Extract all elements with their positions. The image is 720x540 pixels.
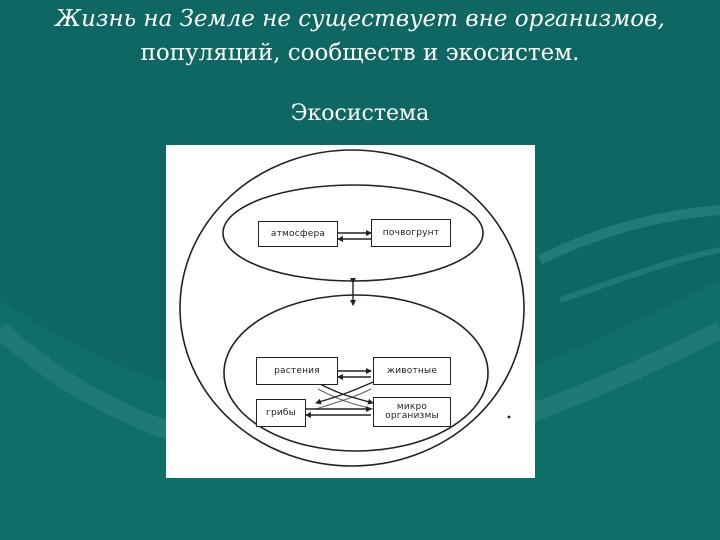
box-plants: растения [256,357,338,385]
ecosystem-diagram [166,145,535,478]
ecosystem-boundary [180,150,524,466]
box-animals: животные [373,357,451,385]
diagram-lines [166,145,535,478]
title-line-2: популяций, сообществ и экосистем. [140,40,580,66]
diagram-heading: Экосистема [290,101,430,126]
box-fungi: грибы [256,399,306,427]
micro-line-2: организмы [385,411,439,421]
title-line-1: Жизнь на Земле не существует вне организмов, [55,6,665,32]
box-microorganisms [373,397,451,427]
slide-title [20,2,700,70]
box-soil: почвогрунт [371,219,451,247]
box-atmosphere: атмосфера [258,221,338,247]
micro-line-1: микро [396,402,428,412]
